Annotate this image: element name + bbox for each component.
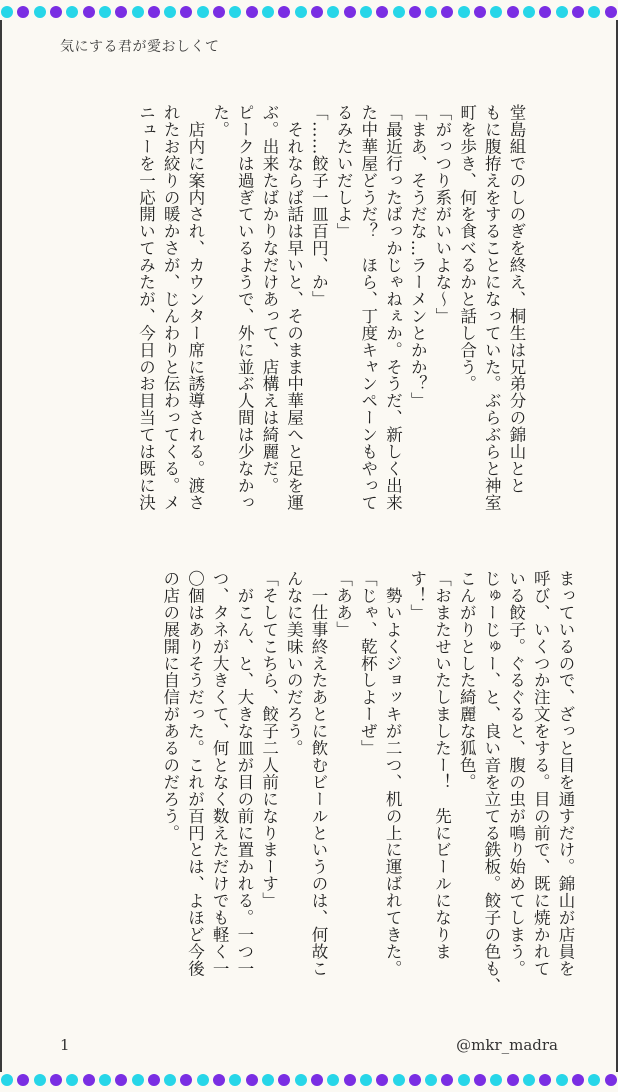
border-dot bbox=[213, 6, 225, 18]
border-dot bbox=[99, 6, 111, 18]
border-dot bbox=[295, 6, 307, 18]
border-dot bbox=[99, 1074, 111, 1086]
border-dot bbox=[1, 1074, 13, 1086]
border-dot bbox=[34, 1074, 46, 1086]
border-dot bbox=[83, 1074, 95, 1086]
border-dot bbox=[360, 1074, 372, 1086]
border-dot bbox=[539, 1074, 551, 1086]
author-credit: @mkr_madra bbox=[456, 1036, 558, 1054]
border-dot bbox=[605, 6, 617, 18]
border-dot bbox=[539, 6, 551, 18]
border-dot bbox=[262, 1074, 274, 1086]
border-dot bbox=[115, 6, 127, 18]
top-dot-border bbox=[0, 4, 618, 20]
border-dot bbox=[50, 6, 62, 18]
vertical-text-upper: 堂島組でのしのぎを終え、桐生は兄弟分の錦山とと もに腹拵えをすることになっていた。ぶらぶらと神室 町を歩き、何を食べるかと話し合う。 「がっつり系がいいよな〜」 「まあ、そうだな…ラーメンとかか？」 「最近行ったばっかじゃねぇか。そうだ、新しく出来 た中華屋どうだ？ ほら、丁度キャンペーンもやって るみたいだしよ」 「……餃子一皿百円、か」 それならば話は早いと、そのまま中華屋へと足を運 ぶ。出来たばかりなだけあって、店構えは綺麗だ。 ピークは過ぎているようで、外に並ぶ人間は少なかっ た。 店内に案内され、カウンター席に誘導される。渡さ れたお絞りの暖かさが、じんわりと伝わってくる。メ ニューを一応開いてみたが、今日のお目当ては既に決 bbox=[136, 104, 526, 511]
border-dot bbox=[474, 1074, 486, 1086]
border-dot bbox=[441, 1074, 453, 1086]
border-dot bbox=[148, 1074, 160, 1086]
border-dot bbox=[572, 1074, 584, 1086]
border-dot bbox=[490, 1074, 502, 1086]
border-dot bbox=[180, 1074, 192, 1086]
border-dot bbox=[327, 1074, 339, 1086]
border-dot bbox=[311, 1074, 323, 1086]
border-dot bbox=[66, 6, 78, 18]
border-dot bbox=[409, 1074, 421, 1086]
border-dot bbox=[327, 6, 339, 18]
border-dot bbox=[344, 6, 356, 18]
border-dot bbox=[344, 1074, 356, 1086]
border-dot bbox=[132, 1074, 144, 1086]
border-dot bbox=[295, 1074, 307, 1086]
border-dot bbox=[474, 6, 486, 18]
border-dot bbox=[213, 1074, 225, 1086]
border-dot bbox=[425, 1074, 437, 1086]
page-number: 1 bbox=[60, 1036, 70, 1054]
border-dot bbox=[278, 6, 290, 18]
border-dot bbox=[246, 6, 258, 18]
border-dot bbox=[556, 6, 568, 18]
border-dot bbox=[311, 6, 323, 18]
bottom-dot-border bbox=[0, 1072, 618, 1088]
border-dot bbox=[409, 6, 421, 18]
border-dot bbox=[393, 1074, 405, 1086]
border-dot bbox=[376, 6, 388, 18]
border-dot bbox=[164, 1074, 176, 1086]
border-dot bbox=[393, 6, 405, 18]
border-dot bbox=[17, 6, 29, 18]
border-dot bbox=[490, 6, 502, 18]
border-dot bbox=[50, 1074, 62, 1086]
vertical-text-lower: まっているので、ざっと目を通すだけ。錦山が店員を 呼び、いくつか注文をする。目の前で、既に焼かれて いる餃子。ぐるぐると、腹の虫が鳴り始めてしまう。 じゅーじゅー、と、良い音を立てる鉄板。餃子の色も、 こんがりとした綺麗な狐色。 「おまたせいたしましたー！ 先にビールになりま す！」 勢いよくジョッキが二つ、机の上に運ばれてきた。 「じゃ、乾杯しよーぜ」 「ああ」 一仕事終えたあとに飲むビールというのは、何故こ んなに美味いのだろう。 「そしてこちら、餃子二人前になりまーす」 がこん、と、大きな皿が目の前に置かれる。一つ一 つ、タネが大きくて、何となく数えただけでも軽く一 〇個はありそうだった。これが百円とは、よほど今後 の店の展開に自信があるのだろう。 bbox=[160, 570, 575, 994]
border-dot bbox=[164, 6, 176, 18]
border-dot bbox=[458, 6, 470, 18]
border-dot bbox=[556, 1074, 568, 1086]
border-dot bbox=[229, 1074, 241, 1086]
border-dot bbox=[197, 6, 209, 18]
border-dot bbox=[197, 1074, 209, 1086]
border-dot bbox=[523, 6, 535, 18]
border-dot bbox=[17, 1074, 29, 1086]
border-dot bbox=[1, 6, 13, 18]
border-dot bbox=[441, 6, 453, 18]
border-dot bbox=[262, 6, 274, 18]
border-dot bbox=[376, 1074, 388, 1086]
border-dot bbox=[572, 6, 584, 18]
left-border-line bbox=[0, 20, 2, 1072]
border-dot bbox=[278, 1074, 290, 1086]
border-dot bbox=[180, 6, 192, 18]
border-dot bbox=[66, 1074, 78, 1086]
border-dot bbox=[588, 1074, 600, 1086]
border-dot bbox=[458, 1074, 470, 1086]
border-dot bbox=[523, 1074, 535, 1086]
border-dot bbox=[34, 6, 46, 18]
border-dot bbox=[132, 6, 144, 18]
border-dot bbox=[425, 6, 437, 18]
border-dot bbox=[229, 6, 241, 18]
border-dot bbox=[360, 6, 372, 18]
border-dot bbox=[588, 6, 600, 18]
border-dot bbox=[246, 1074, 258, 1086]
border-dot bbox=[83, 6, 95, 18]
page-title: 気にする君が愛おしくて bbox=[60, 39, 220, 55]
border-dot bbox=[507, 6, 519, 18]
border-dot bbox=[148, 6, 160, 18]
border-dot bbox=[507, 1074, 519, 1086]
border-dot bbox=[115, 1074, 127, 1086]
border-dot bbox=[605, 1074, 617, 1086]
